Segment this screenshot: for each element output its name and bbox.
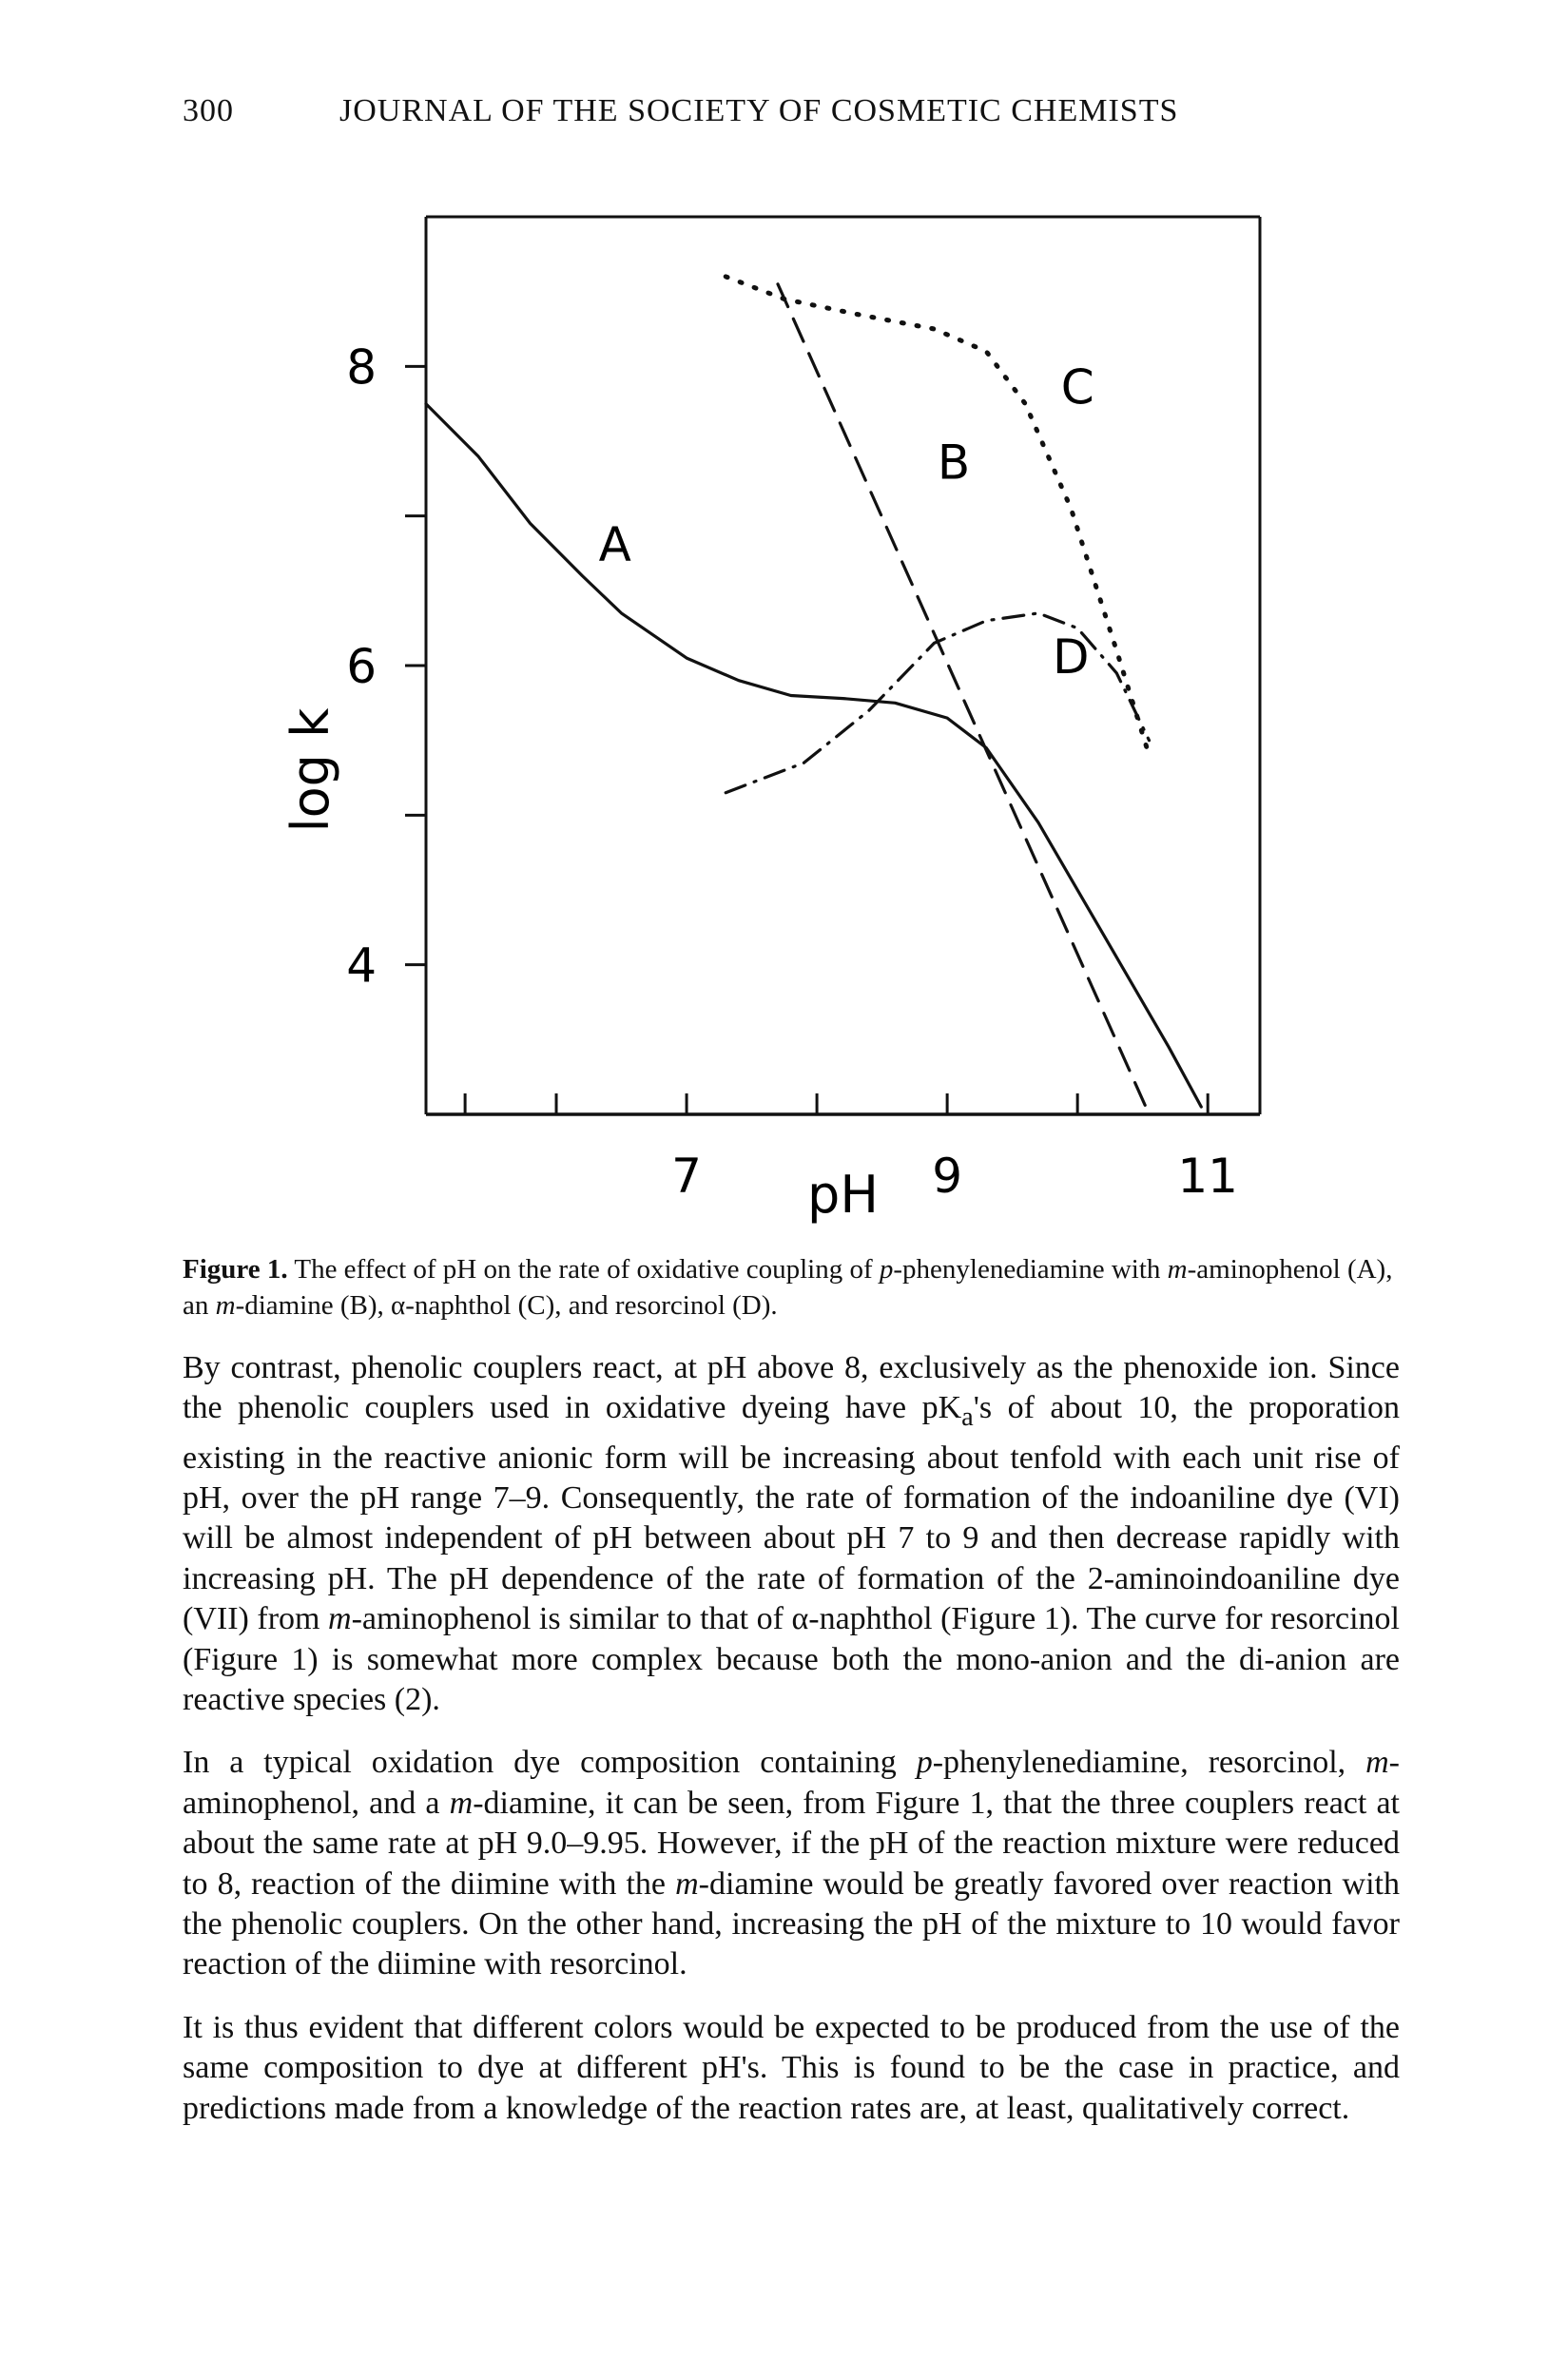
curve-label-c: C bbox=[1060, 359, 1094, 416]
curve-label-b: B bbox=[937, 435, 971, 491]
paragraph-1: By contrast, phenolic couplers react, at pH above 8, exclusively as the phenoxide ion. Since the phenolic couplers used in oxidative dyeing have $pK_a's$ of about 10, the proporation existing in the reactive anionic form will be increasing about tenfold with each unit rise of pH, over the pH range 7–9. Consequently, the rate of formation of the indoaniline dye (VI) will be almost independent of pH between about pH 7 to 9 and then decrease rapidly with increasing pH. The pH dependence of the rate of formation of the 2-aminoindoaniline dye (VII) from m-aminophenol is similar to that of α-naphthol (Figure 1). The curve for resorcinol (Figure 1) is somewhat more complex because both the mono-anion and the di-anion are reactive species (2). bbox=[183, 1350, 1401, 1718]
journal-title: JOURNAL OF THE SOCIETY OF COSMETIC CHEMISTS bbox=[339, 93, 1179, 128]
y-tick-label: 4 bbox=[346, 937, 377, 994]
y-tick-label: 8 bbox=[346, 339, 377, 396]
x-tick-label: 11 bbox=[1177, 1149, 1238, 1204]
paragraph-2: In a typical oxidation dye composition containing p-phenylenediamine, resorcinol, m-aminophenol, and a m-diamine, it can be seen, from Figure 1, that the three couplers react at about the same rate at pH 9.0–9.95. However, if the pH of the reaction mixture were reduced to 8, reaction of the diimine with the m-diamine would be greatly favored over reaction with the phenolic couplers. On the other hand, increasing the pH of the mixture to 10 would favor reaction of the diimine with resorcinol. bbox=[183, 1745, 1401, 1982]
x-tick-label: 9 bbox=[932, 1149, 963, 1204]
y-tick-label: 6 bbox=[346, 639, 377, 694]
x-axis-title: pH bbox=[807, 1165, 879, 1225]
y-axis-title: log k bbox=[281, 707, 340, 833]
curve-label-a: A bbox=[598, 516, 631, 572]
page-number: 300 bbox=[183, 93, 234, 128]
caption-label: Figure 1. bbox=[183, 1254, 288, 1285]
x-tick-label: 7 bbox=[671, 1149, 702, 1204]
figure-caption: Figure 1. The effect of pH on the rate of oxidative coupling of p-phenylenediamine with m-aminophenol (A), an m-diamine (B), α-naphthol (C), and resorcinol (D). bbox=[183, 1254, 1393, 1321]
curve-label-d: D bbox=[1053, 628, 1090, 685]
paragraph-3: It is thus evident that different colors would be expected to be produced from the use of the same composition to dye at different pH's. This is found to be the case in practice, and predictions made from a knowledge of the reaction rates are, at least, qualitatively correct. bbox=[183, 2009, 1400, 2126]
article-body bbox=[183, 1348, 1400, 2152]
